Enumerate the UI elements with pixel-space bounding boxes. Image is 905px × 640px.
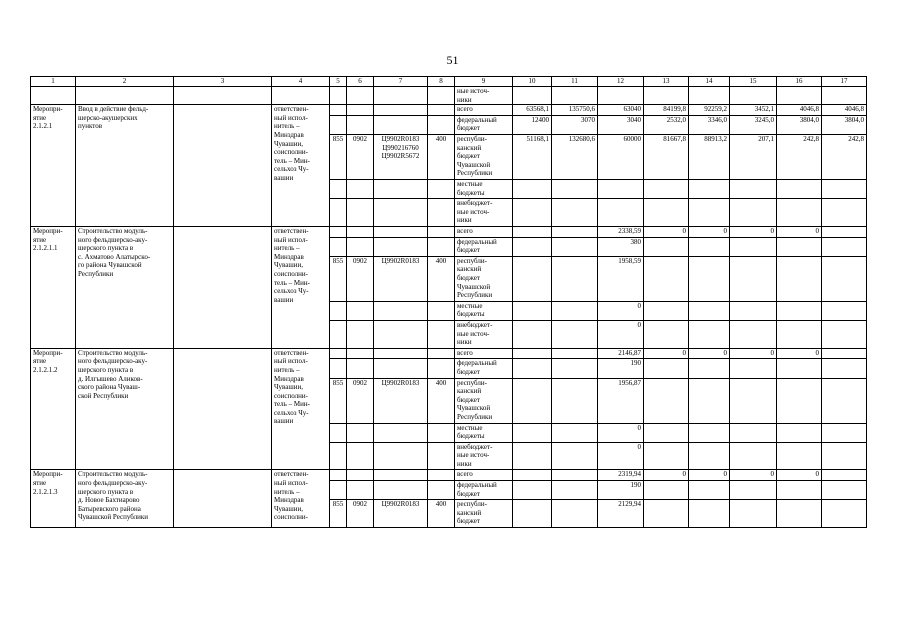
- empty-cell: [330, 423, 347, 442]
- amount-cell: 3040: [598, 115, 644, 134]
- empty-cell: [374, 423, 428, 442]
- empty-cell: [347, 481, 374, 500]
- amount-cell: [822, 481, 867, 500]
- column-number: 8: [428, 77, 455, 87]
- empty-cell: [428, 481, 455, 500]
- amount-cell: [730, 199, 777, 227]
- amount-cell: [689, 378, 730, 423]
- empty-cell: [347, 348, 374, 359]
- column-number: 2: [76, 77, 174, 87]
- amount-cell: [644, 256, 689, 301]
- table-cell: [644, 87, 689, 105]
- amount-cell: 60000: [598, 134, 644, 179]
- amount-cell: [644, 237, 689, 256]
- empty-cell: [347, 442, 374, 470]
- empty-cell: [347, 423, 374, 442]
- rzpr-code: 0902: [347, 256, 374, 301]
- amount-cell: 88913,2: [689, 134, 730, 179]
- amount-cell: [822, 320, 867, 348]
- amount-cell: [689, 179, 730, 198]
- event-name: Ввод в действие фельд- шерско-акушерских пунктов: [76, 105, 174, 227]
- empty-cell: [374, 359, 428, 378]
- amount-cell: 0: [777, 226, 822, 237]
- amount-cell: [730, 500, 777, 528]
- amount-cell: [822, 442, 867, 470]
- amount-cell: [822, 256, 867, 301]
- amount-cell: [822, 301, 867, 320]
- event-name: Строительство модуль- ного фельдшерско-аку- шерского пункта в д. Новое Бахтиарово Батыревского района Чувашской Республики: [76, 470, 174, 528]
- amount-cell: [552, 301, 598, 320]
- column-number: 4: [272, 77, 330, 87]
- empty-cell: [347, 115, 374, 134]
- amount-cell: [552, 359, 598, 378]
- column-number: 12: [598, 77, 644, 87]
- amount-cell: 51168,1: [513, 134, 552, 179]
- amount-cell: 3452,1: [730, 105, 777, 116]
- empty-cell: [428, 301, 455, 320]
- amount-cell: 63040: [598, 105, 644, 116]
- amount-cell: [689, 359, 730, 378]
- amount-cell: [822, 179, 867, 198]
- amount-cell: [513, 301, 552, 320]
- amount-cell: [777, 442, 822, 470]
- empty-cell: [347, 226, 374, 237]
- amount-cell: 2338,59: [598, 226, 644, 237]
- amount-cell: [552, 237, 598, 256]
- column-number: 1: [31, 77, 76, 87]
- grbs-code: 855: [330, 134, 347, 179]
- funding-source: федеральный бюджет: [455, 115, 513, 134]
- empty-cell: [330, 301, 347, 320]
- amount-cell: 92259,2: [689, 105, 730, 116]
- funding-source: федеральный бюджет: [455, 481, 513, 500]
- column-number: 5: [330, 77, 347, 87]
- column-number: 3: [174, 77, 272, 87]
- amount-cell: 0: [598, 301, 644, 320]
- amount-cell: [822, 348, 867, 359]
- amount-cell: [689, 301, 730, 320]
- amount-cell: [689, 442, 730, 470]
- empty-cell: [347, 199, 374, 227]
- empty-cell: [330, 226, 347, 237]
- vr-code: 400: [428, 378, 455, 423]
- amount-cell: 2146,87: [598, 348, 644, 359]
- amount-cell: 0: [777, 348, 822, 359]
- amount-cell: [777, 423, 822, 442]
- amount-cell: 4046,8: [777, 105, 822, 116]
- event-code: Меропри- ятие 2.1.2.1.2: [31, 348, 76, 470]
- vr-code: 400: [428, 256, 455, 301]
- amount-cell: 12400: [513, 115, 552, 134]
- amount-cell: [689, 500, 730, 528]
- table-cell: [689, 87, 730, 105]
- amount-cell: 0: [598, 423, 644, 442]
- amount-cell: [822, 237, 867, 256]
- amount-cell: [822, 500, 867, 528]
- funding-source: республи- канский бюджет Чувашской Республики: [455, 134, 513, 179]
- amount-cell: 3346,0: [689, 115, 730, 134]
- column-number: 16: [777, 77, 822, 87]
- amount-cell: [513, 423, 552, 442]
- amount-cell: [777, 500, 822, 528]
- amount-cell: [552, 500, 598, 528]
- empty-cell: [374, 442, 428, 470]
- funding-source: внебюджет- ные источ- ники: [455, 199, 513, 227]
- amount-cell: [777, 320, 822, 348]
- table-row: [31, 348, 867, 359]
- amount-cell: 0: [644, 348, 689, 359]
- funding-source: республи- канский бюджет Чувашской Республики: [455, 256, 513, 301]
- funding-source: республи- канский бюджет Чувашской Республики: [455, 378, 513, 423]
- amount-cell: 207,1: [730, 134, 777, 179]
- event-code: Меропри- ятие 2.1.2.1.3: [31, 470, 76, 528]
- csr-code: Ц9902R0183: [374, 378, 428, 423]
- amount-cell: [644, 359, 689, 378]
- column-number: 14: [689, 77, 730, 87]
- funding-source: внебюджет- ные источ- ники: [455, 320, 513, 348]
- column-number: 6: [347, 77, 374, 87]
- amount-cell: [777, 256, 822, 301]
- rzpr-code: 0902: [347, 378, 374, 423]
- amount-cell: [552, 199, 598, 227]
- empty-cell: [347, 105, 374, 116]
- amount-cell: 2532,0: [644, 115, 689, 134]
- amount-cell: 380: [598, 237, 644, 256]
- amount-cell: [552, 481, 598, 500]
- rzpr-code: 0902: [347, 134, 374, 179]
- empty-cell: [428, 359, 455, 378]
- amount-cell: 1956,87: [598, 378, 644, 423]
- empty-cell: [330, 470, 347, 481]
- table-cell: [347, 87, 374, 105]
- amount-cell: 3804,0: [777, 115, 822, 134]
- amount-cell: 0: [730, 348, 777, 359]
- amount-cell: [552, 320, 598, 348]
- column-number: 7: [374, 77, 428, 87]
- amount-cell: [777, 359, 822, 378]
- amount-cell: [513, 359, 552, 378]
- empty-cell: [374, 226, 428, 237]
- table-cell: [777, 87, 822, 105]
- amount-cell: [730, 423, 777, 442]
- amount-cell: [689, 320, 730, 348]
- rzpr-code: 0902: [347, 500, 374, 528]
- table-cell: [330, 87, 347, 105]
- empty-cell: [330, 115, 347, 134]
- amount-cell: [552, 470, 598, 481]
- amount-cell: [777, 179, 822, 198]
- amount-cell: 135750,6: [552, 105, 598, 116]
- empty-cell: [347, 179, 374, 198]
- event-name: Строительство модуль- ного фельдшерско-аку- шерского пункта в д. Илгышево Аликов- ского района Чуваш- ской Республики: [76, 348, 174, 470]
- amount-cell: 0: [730, 470, 777, 481]
- budget-table: [30, 76, 867, 528]
- amount-cell: [513, 378, 552, 423]
- amount-cell: [777, 301, 822, 320]
- empty-cell: [347, 359, 374, 378]
- table-cell: [428, 87, 455, 105]
- column-number: 10: [513, 77, 552, 87]
- amount-cell: [689, 199, 730, 227]
- empty-cell: [428, 423, 455, 442]
- amount-cell: [552, 179, 598, 198]
- funding-source: местные бюджеты: [455, 179, 513, 198]
- empty-cell: [347, 320, 374, 348]
- amount-cell: [822, 378, 867, 423]
- empty-cell: [330, 237, 347, 256]
- amount-cell: 1958,59: [598, 256, 644, 301]
- event-executor: ответствен- ный испол- нитель – Минздрав Чувашии, соисполни-: [272, 470, 330, 528]
- table-cell: [552, 87, 598, 105]
- amount-cell: [552, 378, 598, 423]
- amount-cell: [513, 256, 552, 301]
- amount-cell: [552, 423, 598, 442]
- column-number-row: [31, 77, 867, 87]
- funding-source: федеральный бюджет: [455, 237, 513, 256]
- amount-cell: [513, 179, 552, 198]
- amount-cell: 0: [689, 226, 730, 237]
- amount-cell: [513, 226, 552, 237]
- event-code: Меропри- ятие 2.1.2.1.1: [31, 226, 76, 348]
- amount-cell: [730, 237, 777, 256]
- amount-cell: 3804,0: [822, 115, 867, 134]
- amount-cell: 242,8: [777, 134, 822, 179]
- amount-cell: [552, 442, 598, 470]
- amount-cell: [513, 470, 552, 481]
- empty-cell: [428, 226, 455, 237]
- grbs-code: 855: [330, 378, 347, 423]
- amount-cell: 242,8: [822, 134, 867, 179]
- table-cell: [730, 87, 777, 105]
- amount-cell: 63568,1: [513, 105, 552, 116]
- amount-cell: [644, 199, 689, 227]
- amount-cell: 3245,0: [730, 115, 777, 134]
- column-number: 13: [644, 77, 689, 87]
- amount-cell: [822, 226, 867, 237]
- empty-cell: [330, 481, 347, 500]
- amount-cell: [552, 348, 598, 359]
- amount-cell: 0: [730, 226, 777, 237]
- table-cell: [598, 87, 644, 105]
- table-cell: [174, 87, 272, 105]
- amount-cell: [730, 301, 777, 320]
- empty-cell: [428, 115, 455, 134]
- amount-cell: [730, 179, 777, 198]
- amount-cell: 0: [644, 226, 689, 237]
- column-number: 11: [552, 77, 598, 87]
- table-row: [31, 470, 867, 481]
- empty-cell: [330, 105, 347, 116]
- empty-cell: [174, 348, 272, 470]
- empty-cell: [428, 470, 455, 481]
- amount-cell: [513, 500, 552, 528]
- amount-cell: [822, 423, 867, 442]
- page-bottom-margin: [0, 577, 905, 640]
- empty-cell: [347, 470, 374, 481]
- funding-source: всего: [455, 226, 513, 237]
- amount-cell: 0: [689, 348, 730, 359]
- amount-cell: [552, 226, 598, 237]
- amount-cell: [513, 481, 552, 500]
- empty-cell: [347, 237, 374, 256]
- amount-cell: [822, 470, 867, 481]
- column-number: 17: [822, 77, 867, 87]
- amount-cell: 2129,94: [598, 500, 644, 528]
- empty-cell: [428, 348, 455, 359]
- amount-cell: [730, 378, 777, 423]
- amount-cell: [689, 481, 730, 500]
- funding-source: всего: [455, 105, 513, 116]
- event-executor: ответствен- ный испол- нитель – Минздрав Чувашии, соисполни- тель – Мин- сельхоз Чу- вашии: [272, 105, 330, 227]
- amount-cell: [644, 320, 689, 348]
- table-cell: [513, 87, 552, 105]
- amount-cell: [822, 359, 867, 378]
- amount-cell: [552, 256, 598, 301]
- amount-cell: [777, 378, 822, 423]
- amount-cell: 2319,94: [598, 470, 644, 481]
- empty-cell: [428, 105, 455, 116]
- funding-source: внебюджет- ные источ- ники: [455, 442, 513, 470]
- amount-cell: 0: [644, 470, 689, 481]
- funding-source: местные бюджеты: [455, 301, 513, 320]
- amount-cell: 81667,8: [644, 134, 689, 179]
- continuation-row: [31, 87, 867, 105]
- table-cell: [272, 87, 330, 105]
- amount-cell: [777, 199, 822, 227]
- page-number: 51: [446, 53, 459, 67]
- amount-cell: [689, 423, 730, 442]
- table-cell: [822, 87, 867, 105]
- vr-code: 400: [428, 134, 455, 179]
- table-cell: ные источ- ники: [455, 87, 513, 105]
- empty-cell: [428, 237, 455, 256]
- empty-cell: [330, 320, 347, 348]
- table-cell: [374, 87, 428, 105]
- empty-cell: [374, 470, 428, 481]
- event-executor: ответствен- ный испол- нитель – Минздрав Чувашии, соисполни- тель – Мин- сельхоз Чу- вашии: [272, 226, 330, 348]
- column-number: 9: [455, 77, 513, 87]
- amount-cell: [730, 442, 777, 470]
- funding-source: федеральный бюджет: [455, 359, 513, 378]
- empty-cell: [374, 320, 428, 348]
- amount-cell: 0: [777, 470, 822, 481]
- empty-cell: [330, 359, 347, 378]
- amount-cell: [644, 378, 689, 423]
- amount-cell: [598, 199, 644, 227]
- funding-source: всего: [455, 348, 513, 359]
- empty-cell: [374, 179, 428, 198]
- amount-cell: [644, 423, 689, 442]
- event-code: Меропри- ятие 2.1.2.1: [31, 105, 76, 227]
- table-row: [31, 226, 867, 237]
- amount-cell: [730, 320, 777, 348]
- amount-cell: [513, 237, 552, 256]
- amount-cell: 132680,6: [552, 134, 598, 179]
- amount-cell: [777, 237, 822, 256]
- table-cell: [31, 87, 76, 105]
- empty-cell: [428, 179, 455, 198]
- amount-cell: 84199,8: [644, 105, 689, 116]
- funding-source: всего: [455, 470, 513, 481]
- amount-cell: [822, 199, 867, 227]
- amount-cell: [644, 442, 689, 470]
- amount-cell: [730, 256, 777, 301]
- amount-cell: [644, 179, 689, 198]
- table-row: [31, 105, 867, 116]
- empty-cell: [174, 226, 272, 348]
- amount-cell: 190: [598, 359, 644, 378]
- amount-cell: 0: [598, 442, 644, 470]
- amount-cell: [513, 320, 552, 348]
- amount-cell: 4046,8: [822, 105, 867, 116]
- column-number: 15: [730, 77, 777, 87]
- amount-cell: [644, 481, 689, 500]
- event-executor: ответствен- ный испол- нитель – Минздрав Чувашии, соисполни- тель – Мин- сельхоз Чу- вашии: [272, 348, 330, 470]
- empty-cell: [174, 105, 272, 227]
- amount-cell: [730, 359, 777, 378]
- amount-cell: [730, 481, 777, 500]
- empty-cell: [374, 105, 428, 116]
- amount-cell: [513, 442, 552, 470]
- csr-code: Ц9902R0183 Ц990216760 Ц9902R5672: [374, 134, 428, 179]
- amount-cell: [513, 348, 552, 359]
- empty-cell: [374, 237, 428, 256]
- empty-cell: [330, 179, 347, 198]
- funding-source: местные бюджеты: [455, 423, 513, 442]
- empty-cell: [330, 348, 347, 359]
- funding-source: республи- канский бюджет: [455, 500, 513, 528]
- amount-cell: 3070: [552, 115, 598, 134]
- empty-cell: [330, 199, 347, 227]
- grbs-code: 855: [330, 256, 347, 301]
- amount-cell: [644, 301, 689, 320]
- amount-cell: [689, 237, 730, 256]
- amount-cell: [777, 481, 822, 500]
- amount-cell: [644, 500, 689, 528]
- empty-cell: [428, 442, 455, 470]
- amount-cell: 0: [689, 470, 730, 481]
- empty-cell: [374, 115, 428, 134]
- empty-cell: [174, 470, 272, 528]
- amount-cell: 190: [598, 481, 644, 500]
- empty-cell: [374, 481, 428, 500]
- amount-cell: 0: [598, 320, 644, 348]
- table-cell: [76, 87, 174, 105]
- empty-cell: [374, 199, 428, 227]
- csr-code: Ц9902R0183: [374, 500, 428, 528]
- amount-cell: [598, 179, 644, 198]
- empty-cell: [428, 199, 455, 227]
- empty-cell: [374, 301, 428, 320]
- empty-cell: [374, 348, 428, 359]
- amount-cell: [689, 256, 730, 301]
- event-name: Строительство модуль- ного фельдшерско-аку- шерского пункта в с. Ахматово Алатырско- го района Чувашской Республики: [76, 226, 174, 348]
- empty-cell: [330, 442, 347, 470]
- empty-cell: [428, 320, 455, 348]
- csr-code: Ц9902R0183: [374, 256, 428, 301]
- amount-cell: [513, 199, 552, 227]
- vr-code: 400: [428, 500, 455, 528]
- empty-cell: [347, 301, 374, 320]
- grbs-code: 855: [330, 500, 347, 528]
